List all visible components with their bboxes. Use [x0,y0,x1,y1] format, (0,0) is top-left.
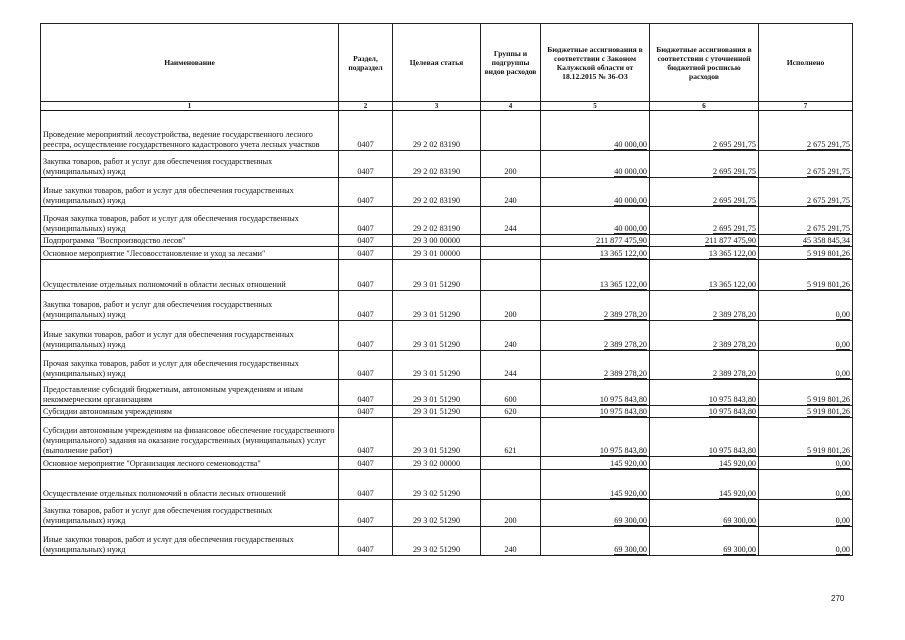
header-target: Целевая статья [393,24,481,102]
row-executed-cell-value: 0,00 [835,340,850,349]
header-law: Бюджетные ассигнования в соответствии с Законом Калужской области от 18.12.2015 № 36-ОЗ [541,24,650,102]
row-law-cell-value: 211 877 475,90 [596,236,647,245]
row-name-cell: Прочая закупка товаров, работ и услуг для обеспечения государственных (муниципальных) нужд [41,351,339,380]
row-group-cell: 240 [481,178,541,207]
row-target-cell: 29 2 02 83190 [393,178,481,207]
row-law-cell [541,207,650,235]
row-law-cell [541,291,650,321]
row-refined-cell [650,111,759,151]
row-group-cell: 200 [481,500,541,527]
row-law-cell [541,178,650,207]
row-executed-cell [759,321,853,351]
row-refined-cell-value: 10 975 843,80 [708,446,756,455]
row-law-cell [541,151,650,178]
row-executed-cell-value: 2 675 291,75 [807,224,850,233]
row-name-cell: Иные закупки товаров, работ и услуг для обеспечения государственных (муниципальных) нужд [41,527,339,556]
row-section-cell: 0407 [339,500,393,527]
row-executed-cell [759,235,853,247]
row-executed-cell [759,406,853,418]
row-target-cell: 29 3 02 51290 [393,500,481,527]
column-number: 3 [393,102,481,111]
row-law-cell-value: 40 000,00 [614,167,647,176]
column-number: 6 [650,102,759,111]
row-name-cell: Иные закупки товаров, работ и услуг для обеспечения государственных (муниципальных) нужд [41,178,339,207]
row-target-cell: 29 3 01 51290 [393,351,481,380]
row-executed-cell-value: 2 675 291,75 [807,140,850,149]
row-refined-cell [650,151,759,178]
row-section-cell: 0407 [339,207,393,235]
header-refined: Бюджетные ассигнования в соответствии с уточненной бюджетной росписью расходов [650,24,759,102]
row-executed-cell [759,457,853,470]
row-law-cell [541,235,650,247]
row-section-cell: 0407 [339,260,393,291]
row-law-cell [541,418,650,457]
row-section-cell: 0407 [339,351,393,380]
table-row [41,351,853,380]
row-executed-cell-value: 0,00 [835,516,850,525]
row-section-cell: 0407 [339,291,393,321]
table-row [41,291,853,321]
row-name-cell: Прочая закупка товаров, работ и услуг для обеспечения государственных (муниципальных) нужд [41,207,339,235]
row-refined-cell [650,291,759,321]
table-row [41,111,853,151]
row-refined-cell [650,406,759,418]
row-target-cell: 29 3 01 51290 [393,291,481,321]
row-target-cell: 29 3 01 51290 [393,406,481,418]
row-refined-cell [650,527,759,556]
table-row [41,527,853,556]
column-number: 7 [759,102,853,111]
table-row [41,151,853,178]
row-target-cell: 29 3 02 51290 [393,527,481,556]
row-section-cell: 0407 [339,178,393,207]
row-refined-cell-value: 69 300,00 [723,545,756,554]
row-section-cell: 0407 [339,406,393,418]
row-law-cell-value: 69 300,00 [614,516,647,525]
row-refined-cell [650,260,759,291]
row-executed-cell [759,260,853,291]
row-refined-cell-value: 13 365 122,00 [708,249,756,258]
row-refined-cell [650,207,759,235]
row-name-cell: Проведение мероприятий лесоустройства, ведение государственного лесного реестра, осуществление государственного кадастрового учета лесных участков [41,111,339,151]
row-target-cell: 29 2 02 83190 [393,207,481,235]
row-executed-cell-value: 0,00 [835,489,850,498]
row-target-cell: 29 3 02 51290 [393,470,481,500]
row-law-cell [541,380,650,406]
row-executed-cell-value: 2 675 291,75 [807,196,850,205]
row-name-cell: Иные закупки товаров, работ и услуг для обеспечения государственных (муниципальных) нужд [41,321,339,351]
table-row [41,380,853,406]
row-refined-cell [650,500,759,527]
row-group-cell: 621 [481,418,541,457]
row-executed-cell [759,247,853,260]
row-executed-cell-value: 2 675 291,75 [807,167,850,176]
row-executed-cell [759,151,853,178]
row-law-cell-value: 145 920,00 [610,489,647,498]
table-body [41,111,853,556]
row-name-cell: Подпрограмма "Воспроизводство лесов" [41,235,339,247]
row-law-cell [541,321,650,351]
row-target-cell: 29 2 02 83190 [393,151,481,178]
row-law-cell [541,260,650,291]
row-executed-cell [759,351,853,380]
row-refined-cell-value: 145 920,00 [719,489,756,498]
row-refined-cell [650,247,759,260]
row-law-cell-value: 145 920,00 [610,459,647,468]
row-executed-cell [759,380,853,406]
row-law-cell-value: 13 365 122,00 [599,280,647,289]
row-group-cell: 240 [481,527,541,556]
table-row [41,406,853,418]
table-row [41,321,853,351]
row-group-cell [481,260,541,291]
row-section-cell: 0407 [339,247,393,260]
row-executed-cell-value: 5 919 801,26 [807,395,850,404]
row-refined-cell-value: 10 975 843,80 [708,395,756,404]
row-group-cell: 620 [481,406,541,418]
row-refined-cell-value: 2 695 291,75 [713,224,756,233]
row-name-cell: Основное мероприятие "Организация лесного семеноводства" [41,457,339,470]
row-law-cell [541,527,650,556]
row-law-cell-value: 2 389 278,20 [604,369,647,378]
row-law-cell [541,406,650,418]
row-refined-cell-value: 69 300,00 [723,516,756,525]
row-executed-cell [759,527,853,556]
row-law-cell [541,500,650,527]
row-name-cell: Субсидии автономным учреждениям на финансовое обеспечение государственного (муниципального) задания на оказание государственных (муниципальных) услуг (выполнение работ) [41,418,339,457]
row-law-cell [541,457,650,470]
row-law-cell-value: 40 000,00 [614,140,647,149]
row-section-cell: 0407 [339,470,393,500]
row-group-cell: 244 [481,207,541,235]
row-executed-cell [759,470,853,500]
row-section-cell: 0407 [339,418,393,457]
row-section-cell: 0407 [339,235,393,247]
row-law-cell [541,247,650,260]
row-section-cell: 0407 [339,527,393,556]
row-target-cell: 29 3 02 00000 [393,457,481,470]
header-section: Раздел, подраздел [339,24,393,102]
page-number: 270 [831,594,845,603]
table-row [41,457,853,470]
row-name-cell: Осуществление отдельных полномочий в области лесных отношений [41,470,339,500]
row-refined-cell-value: 2 695 291,75 [713,167,756,176]
row-group-cell [481,111,541,151]
row-law-cell-value: 13 365 122,00 [599,249,647,258]
row-group-cell: 200 [481,291,541,321]
row-law-cell [541,470,650,500]
row-law-cell-value: 10 975 843,80 [599,395,647,404]
row-section-cell: 0407 [339,111,393,151]
row-refined-cell [650,321,759,351]
row-refined-cell [650,235,759,247]
column-number: 4 [481,102,541,111]
column-number: 1 [41,102,339,111]
row-executed-cell [759,178,853,207]
row-refined-cell [650,470,759,500]
row-refined-cell [650,351,759,380]
row-target-cell: 29 3 01 51290 [393,321,481,351]
row-group-cell: 240 [481,321,541,351]
row-law-cell-value: 40 000,00 [614,196,647,205]
row-executed-cell-value: 0,00 [835,545,850,554]
row-executed-cell-value: 5 919 801,26 [807,407,850,416]
row-law-cell-value: 2 389 278,20 [604,310,647,319]
row-executed-cell [759,111,853,151]
header-groups: Группы и подгруппы видов расходов [481,24,541,102]
row-target-cell: 29 3 01 51290 [393,418,481,457]
table-row [41,207,853,235]
table-row [41,260,853,291]
row-section-cell: 0407 [339,151,393,178]
row-name-cell: Закупка товаров, работ и услуг для обеспечения государственных (муниципальных) нужд [41,151,339,178]
row-target-cell: 29 3 01 51290 [393,380,481,406]
column-number: 5 [541,102,650,111]
row-refined-cell-value: 13 365 122,00 [708,280,756,289]
row-target-cell: 29 2 02 83190 [393,111,481,151]
row-group-cell: 244 [481,351,541,380]
row-refined-cell-value: 2 695 291,75 [713,196,756,205]
table-row [41,470,853,500]
row-name-cell: Субсидии автономным учреждениям [41,406,339,418]
table-row [41,235,853,247]
row-executed-cell-value: 0,00 [835,310,850,319]
row-refined-cell-value: 2 695 291,75 [713,140,756,149]
row-refined-cell-value: 2 389 278,20 [713,340,756,349]
row-name-cell: Предоставление субсидий бюджетным, автономным учреждениям и иным некоммерческим организациям [41,380,339,406]
row-law-cell-value: 2 389 278,20 [604,340,647,349]
row-refined-cell-value: 211 877 475,90 [705,236,756,245]
row-refined-cell-value: 10 975 843,80 [708,407,756,416]
row-name-cell: Осуществление отдельных полномочий в области лесных отношений [41,260,339,291]
row-law-cell [541,111,650,151]
row-name-cell: Основное мероприятие "Лесовосстановление и уход за лесами" [41,247,339,260]
row-executed-cell-value: 45 358 845,34 [802,236,850,245]
row-refined-cell-value: 145 920,00 [719,459,756,468]
table-row [41,247,853,260]
row-section-cell: 0407 [339,457,393,470]
row-executed-cell-value: 5 919 801,26 [807,249,850,258]
header-row [41,24,853,102]
row-executed-cell [759,500,853,527]
row-law-cell-value: 40 000,00 [614,224,647,233]
row-law-cell [541,351,650,380]
row-name-cell: Закупка товаров, работ и услуг для обеспечения государственных (муниципальных) нужд [41,500,339,527]
column-number-row [41,102,853,111]
row-group-cell: 200 [481,151,541,178]
row-group-cell: 600 [481,380,541,406]
row-group-cell [481,235,541,247]
budget-table-sheet [40,23,852,556]
row-law-cell-value: 10 975 843,80 [599,407,647,416]
row-section-cell: 0407 [339,321,393,351]
row-refined-cell [650,418,759,457]
row-law-cell-value: 69 300,00 [614,545,647,554]
row-name-cell: Закупка товаров, работ и услуг для обеспечения государственных (муниципальных) нужд [41,291,339,321]
row-group-cell [481,470,541,500]
row-target-cell: 29 3 00 00000 [393,235,481,247]
column-number: 2 [339,102,393,111]
row-law-cell-value: 10 975 843,80 [599,446,647,455]
header-name: Наименование [41,24,339,102]
row-refined-cell [650,457,759,470]
row-section-cell: 0407 [339,380,393,406]
table-row [41,500,853,527]
row-group-cell [481,247,541,260]
row-refined-cell-value: 2 389 278,20 [713,310,756,319]
row-refined-cell [650,178,759,207]
table-row [41,178,853,207]
row-executed-cell [759,418,853,457]
budget-table [40,23,853,556]
row-refined-cell [650,380,759,406]
row-executed-cell-value: 0,00 [835,369,850,378]
row-group-cell [481,457,541,470]
row-refined-cell-value: 2 389 278,20 [713,369,756,378]
row-executed-cell-value: 0,00 [835,459,850,468]
header-executed: Исполнено [759,24,853,102]
row-executed-cell [759,207,853,235]
row-target-cell: 29 3 01 00000 [393,247,481,260]
row-executed-cell-value: 5 919 801,26 [807,280,850,289]
row-target-cell: 29 3 01 51290 [393,260,481,291]
row-executed-cell [759,291,853,321]
table-row [41,418,853,457]
row-executed-cell-value: 5 919 801,26 [807,446,850,455]
